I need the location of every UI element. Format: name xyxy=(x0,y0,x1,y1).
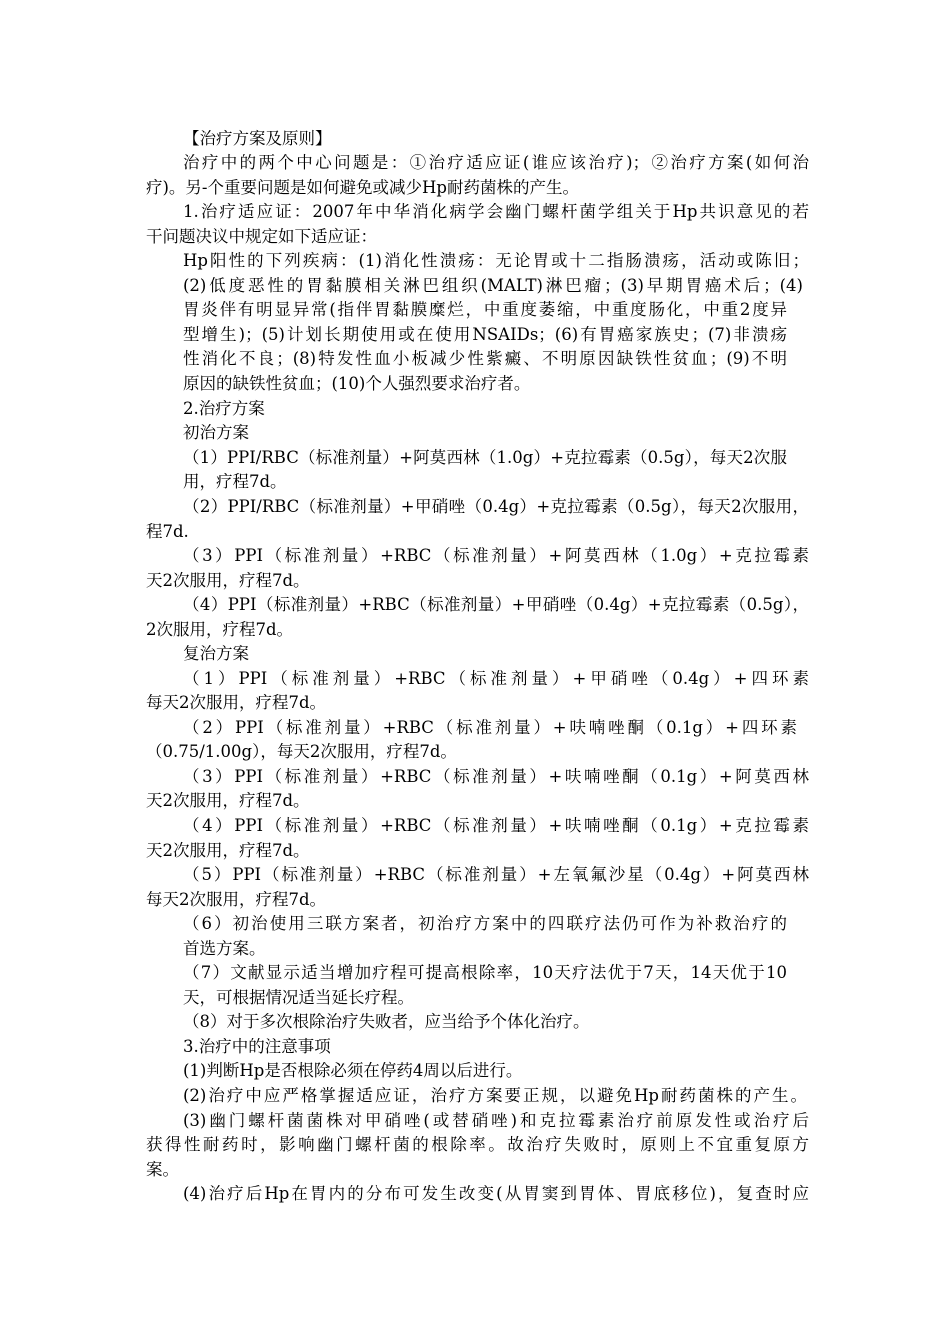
paragraph-line: （7）文献显示适当增加疗程可提高根除率，10天疗法优于7天，14天优于10 xyxy=(183,963,787,982)
paragraph-line: 胃炎伴有明显异常(指伴胃黏膜糜烂，中重度萎缩，中重度肠化，中重2度异 xyxy=(183,300,787,319)
paragraph-line: 干问题决议中规定如下适应证： xyxy=(146,227,377,246)
paragraph-line: (2)治疗中应严格掌握适应证，治疗方案要正规，以避免Hp耐药菌株的产生。 xyxy=(183,1086,807,1105)
paragraph-line: 2次服用，疗程7d。 xyxy=(146,620,294,639)
paragraph-line: 每天2次服用，疗程7d。 xyxy=(146,890,327,909)
paragraph-line: 案。 xyxy=(146,1160,179,1179)
paragraph-line: 首选方案。 xyxy=(183,939,266,958)
paragraph-line: （3）PPI（标准剂量）+RBC（标准剂量）+阿莫西林（1.0g）+克拉霉素 xyxy=(183,546,809,565)
paragraph-line: 天2次服用，疗程7d。 xyxy=(146,571,310,590)
paragraph-line: 型增生)；(5)计划长期使用或在使用NSAIDs；(6)有胃癌家族史；(7)非溃疡 xyxy=(183,325,787,344)
paragraph-line: (2)低度恶性的胃黏膜相关淋巴组织(MALT)淋巴瘤；(3)早期胃癌术后；(4) xyxy=(183,276,803,295)
paragraph-line: （6）初治使用三联方案者，初治疗方案中的四联疗法仍可作为补救治疗的 xyxy=(183,914,787,933)
paragraph-line: （0.75/1.00g），每天2次服用，疗程7d。 xyxy=(146,742,457,761)
paragraph-line: 天2次服用，疗程7d。 xyxy=(146,791,310,810)
paragraph-line: Hp阳性的下列疾病：(1)消化性溃疡：无论胃或十二指肠溃疡，活动或陈旧； xyxy=(183,251,809,270)
paragraph-line: 1.治疗适应证：2007年中华消化病学会幽门螺杆菌学组关于Hp共识意见的若 xyxy=(183,202,809,221)
paragraph-line: 性消化不良；(8)特发性血小板减少性紫癜、不明原因缺铁性贫血；(9)不明 xyxy=(183,349,787,368)
paragraph-line: （4）PPI（标准剂量）+RBC（标准剂量）+呋喃唑酮（0.1g）+克拉霉素 xyxy=(183,816,809,835)
paragraph-line: （2）PPI/RBC（标准剂量）+甲硝唑（0.4g）+克拉霉素（0.5g），每天2次服用， xyxy=(183,497,809,516)
paragraph-line: （3）PPI（标准剂量）+RBC（标准剂量）+呋喃唑酮（0.1g）+阿莫西林 xyxy=(183,767,809,786)
paragraph-line: （2）PPI（标准剂量）+RBC（标准剂量）+呋喃唑酮（0.1g）+四环素 xyxy=(183,718,797,737)
paragraph-line: （5）PPI（标准剂量）+RBC（标准剂量）+左氧氟沙星（0.4g）+阿莫西林 xyxy=(183,865,809,884)
paragraph-line: 治疗中的两个中心问题是：①治疗适应证(谁应该治疗)；②治疗方案(如何治 xyxy=(183,153,809,172)
paragraph-line: （1）PPI（标准剂量）+RBC（标准剂量）+甲硝唑（0.4g）+四环素 xyxy=(183,669,809,688)
paragraph-line: 天，可根据情况适当延长疗程。 xyxy=(183,988,414,1007)
section-heading: 【治疗方案及原则】 xyxy=(183,129,332,148)
paragraph-line: 获得性耐药时，影响幽门螺杆菌的根除率。故治疗失败时，原则上不宜重复原方 xyxy=(146,1135,809,1154)
paragraph-line: 程7d. xyxy=(146,522,189,541)
paragraph-line: （4）PPI（标准剂量）+RBC（标准剂量）+甲硝唑（0.4g）+克拉霉素（0.5g）， xyxy=(183,595,809,614)
sub-heading: 复治方案 xyxy=(183,644,249,663)
paragraph-line: 疗)。另-个重要问题是如何避免或减少Hp耐药菌株的产生。 xyxy=(146,178,579,197)
section-heading: 3.治疗中的注意事项 xyxy=(183,1037,331,1056)
paragraph-line: 原因的缺铁性贫血；(10)个人强烈要求治疗者。 xyxy=(183,374,531,393)
paragraph-line: 天2次服用，疗程7d。 xyxy=(146,841,310,860)
paragraph-line: （1）PPI/RBC（标准剂量）+阿莫西林（1.0g）+克拉霉素（0.5g），每天2次服 xyxy=(183,448,787,467)
sub-heading: 初治方案 xyxy=(183,423,249,442)
paragraph-line: 每天2次服用，疗程7d。 xyxy=(146,693,327,712)
paragraph-line: (1)判断Hp是否根除必须在停药4周以后进行。 xyxy=(183,1061,523,1080)
paragraph-line: 用，疗程7d。 xyxy=(183,472,287,491)
paragraph-line: (3)幽门螺杆菌菌株对甲硝唑(或替硝唑)和克拉霉素治疗前原发性或治疗后 xyxy=(183,1111,809,1130)
section-heading: 2.治疗方案 xyxy=(183,399,265,418)
paragraph-line: (4)治疗后Hp在胃内的分布可发生改变(从胃窦到胃体、胃底移位)，复查时应 xyxy=(183,1184,809,1203)
paragraph-line: （8）对于多次根除治疗失败者，应当给予个体化治疗。 xyxy=(183,1012,590,1031)
